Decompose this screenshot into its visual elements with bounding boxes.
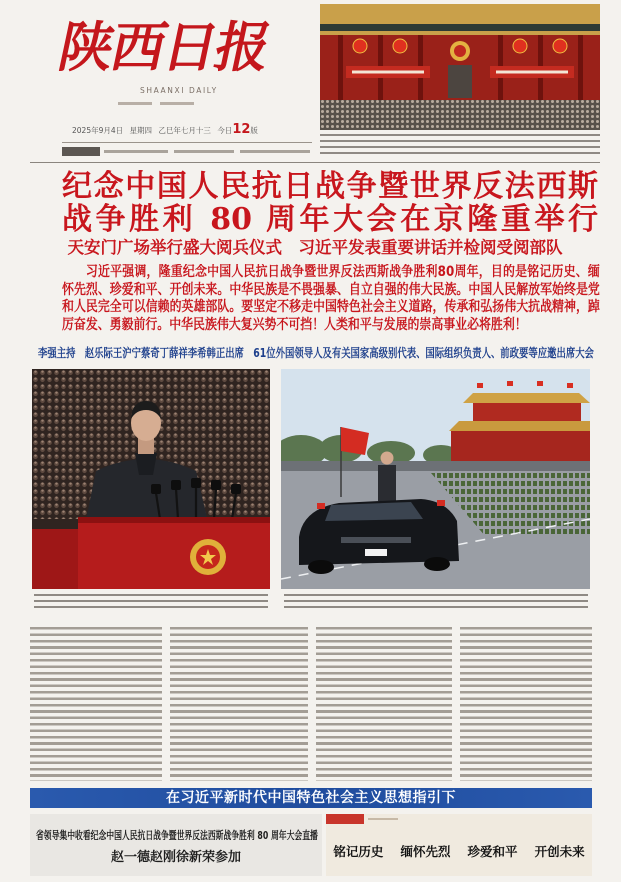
license-plate: [365, 549, 387, 556]
attendees-line-box: [38, 342, 594, 360]
attendees-line: 李强主持 赵乐际王沪宁蔡奇丁薛祥李希韩正出席 61位外国领导人及有关国家高级别代表、国际组织负责人、前政要等应邀出席大会: [38, 346, 594, 360]
provincial-story-title-box: [36, 824, 318, 840]
car-wheel-front: [308, 560, 334, 574]
podium-top: [78, 517, 270, 523]
dateline: [72, 123, 262, 138]
lead-paragraph: 习近平强调，隆重纪念中国人民抗日战争暨世界反法西斯战争胜利80周年，目的是铭记历史、缅怀先烈、珍爱和平、开创未来。中华民族是不畏强暴、自立自强的伟大民族。中国人民解放军始终是党和人民完全可以信赖的英雄部队。要坚定不移走中国特色社会主义道路，传承和弘扬伟大抗战精神，踔厉奋发、勇毅前行。中华民族伟大复兴势不可挡！人类和平与发展的崇高事业必将胜利！: [62, 264, 600, 333]
spectator-stands: [281, 461, 590, 471]
publisher-info-mark: [174, 150, 234, 153]
car-wheel-rear: [424, 557, 450, 571]
slogan: 缅怀先烈: [400, 844, 451, 859]
article-column: [316, 627, 452, 781]
tiananmen-gate-photo[interactable]: [320, 4, 600, 130]
gate-wall: [451, 431, 590, 463]
car-flag-left: [317, 503, 325, 509]
top-photo-caption: [320, 134, 600, 154]
issue-lunar-date: 乙巳年七月十三: [158, 126, 211, 135]
provincial-story-box[interactable]: [30, 814, 322, 876]
standing-leader: [378, 465, 396, 501]
roof-trim: [320, 31, 600, 35]
provincial-story-title: 省领导集中收看纪念中国人民抗日战争暨世界反法西斯战争胜利 80 周年大会直播: [36, 829, 318, 840]
article-column: [460, 627, 592, 781]
headline-line-2: 战争胜利 80 周年大会在京隆重举行: [62, 203, 598, 236]
slogan: 开创未来: [534, 844, 585, 859]
masthead-logo: 陕西日报: [53, 15, 275, 79]
masthead-slogan-mark: [160, 102, 194, 105]
gate-upper-roof: [463, 393, 590, 403]
article-column: [30, 627, 162, 781]
portrait: [448, 65, 472, 98]
pages-prefix: 今日: [217, 126, 233, 135]
car-grille: [341, 537, 411, 543]
lead-paragraph-box: [62, 264, 600, 336]
column-banner[interactable]: 在习近平新时代中国特色社会主义思想指引下: [30, 788, 592, 808]
publisher-info-mark: [104, 150, 168, 153]
headline-line-1: 纪念中国人民抗日战争暨世界反法西斯: [62, 170, 598, 203]
feature-tag-mark: [368, 818, 398, 820]
issue-weekday: 星期四: [129, 126, 153, 135]
parade-review-photo[interactable]: [281, 369, 590, 589]
issue-date: 2025年9月4日: [72, 126, 124, 135]
feature-slogans: [326, 842, 592, 861]
pages-suffix: 版: [250, 126, 258, 135]
publisher-info-label: [62, 147, 100, 156]
masthead-rule: [62, 142, 312, 143]
parade-photo-credit: [530, 606, 586, 608]
slogan: 铭记历史: [333, 844, 384, 859]
gate-roof: [320, 4, 600, 24]
main-headline[interactable]: [62, 170, 598, 236]
red-drape: [32, 529, 78, 589]
publisher-info-mark: [240, 150, 310, 153]
gate-lower-roof: [449, 421, 590, 431]
leader-head: [381, 452, 394, 465]
gate-upper-hall: [473, 403, 581, 421]
subheadline: 天安门广场举行盛大阅兵仪式 习近平发表重要讲话并检阅受阅部队: [67, 238, 563, 257]
crowd-texture: [320, 100, 600, 130]
feature-tag: [326, 814, 364, 824]
car-windshield: [325, 502, 423, 521]
speaker-photo[interactable]: [32, 369, 270, 589]
provincial-story-subtitle: 赵一德赵刚徐新荣参加: [110, 850, 241, 865]
slogan: 珍爱和平: [467, 844, 518, 859]
top-separator: [30, 162, 600, 163]
article-column: [170, 627, 308, 781]
speaker-photo-credit: [208, 606, 266, 608]
masthead-english: SHAANXI DAILY: [140, 86, 218, 95]
feature-box[interactable]: [326, 814, 592, 876]
podium: [78, 517, 270, 589]
car-flag-right: [437, 500, 445, 506]
emblem-center: [454, 45, 466, 57]
masthead-slogan-mark: [118, 102, 152, 105]
roof-eave: [320, 24, 600, 31]
pages-count: 12: [232, 122, 251, 137]
